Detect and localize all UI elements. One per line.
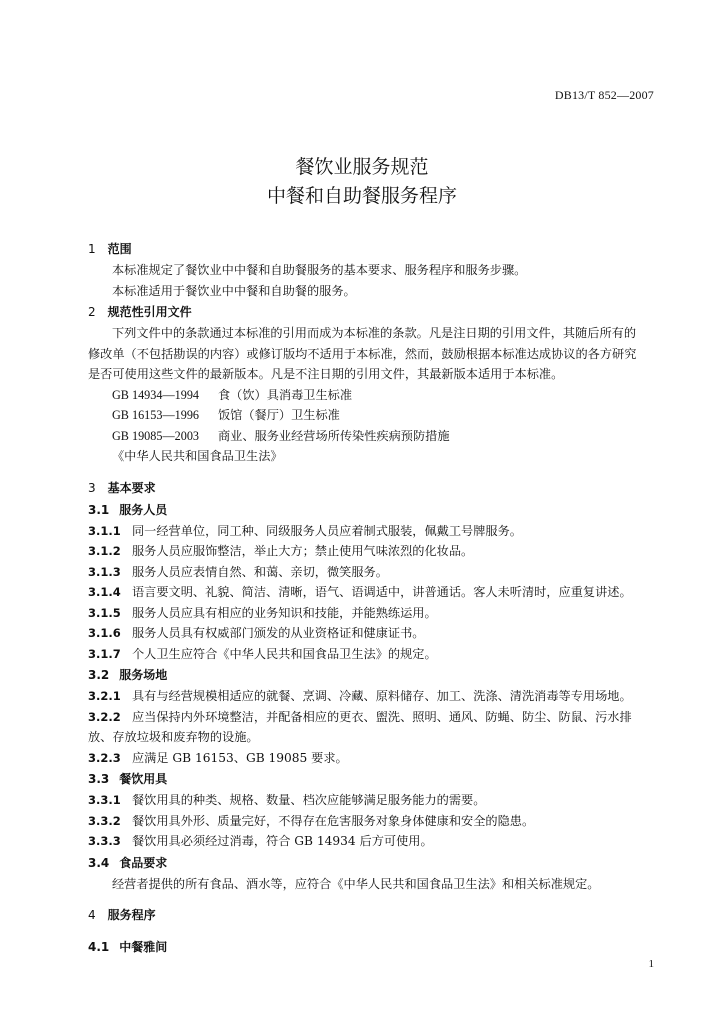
subsection-number: 3.4 xyxy=(88,855,110,870)
clause-item xyxy=(88,707,660,728)
clause-number: 3.2.1 xyxy=(88,689,121,703)
clause-text: 服务人员应具有相应的业务知识和技能，并能熟练运用。 xyxy=(132,605,437,620)
clause-text: 餐饮用具外形、质量完好，不得存在危害服务对象身体健康和安全的隐患。 xyxy=(132,813,535,828)
reference-code: GB 14934—1994 xyxy=(112,387,200,402)
clause-item xyxy=(88,521,660,542)
paragraph: 本标准适用于餐饮业中中餐和自助餐的服务。 xyxy=(112,283,356,298)
section-title: 基本要求 xyxy=(107,480,156,495)
clause-number: 3.1.7 xyxy=(88,646,121,661)
clause-continuation: 放、存放垃圾和废弃物的设施。 xyxy=(88,730,259,744)
clause-text: 服务人员应表情自然、和蔼、亲切，微笑服务。 xyxy=(132,564,388,579)
paragraph: 下列文件中的条款通过本标准的引用而成为本标准的条款。凡是注日期的引用文件，其随后所有的 xyxy=(112,326,637,340)
clause-number: 3.1.2 xyxy=(88,544,121,558)
subsection-title: 餐饮用具 xyxy=(119,772,168,786)
clause-text: 语言要文明、礼貌、简洁、清晰，语气、语调适中，讲普通话。客人未听清时，应重复讲述。 xyxy=(132,585,632,599)
clause-number: 3.3.3 xyxy=(88,834,121,848)
reference-item xyxy=(88,426,660,447)
reference-code: GB 16153—1996 xyxy=(112,408,200,422)
section-number: 2 xyxy=(88,305,96,319)
subsection-number: 3.3 xyxy=(88,772,110,786)
subsection-title: 服务人员 xyxy=(119,502,168,517)
clause-text: 餐饮用具必须经过消毒，符合 GB 14934 后方可使用。 xyxy=(132,834,433,848)
clause-number: 3.3.1 xyxy=(88,793,121,807)
clause-number: 3.1.5 xyxy=(88,605,121,620)
clause-item xyxy=(88,811,660,832)
subsection-title: 服务场地 xyxy=(119,668,168,682)
section-title: 规范性引用文件 xyxy=(107,305,192,319)
standard-code: DB13/T 852—2007 xyxy=(554,88,654,102)
clause-text: 服务人员具有权威部门颁发的从业资格证和健康证书。 xyxy=(132,626,425,640)
section-number: 1 xyxy=(88,242,96,256)
page-number: 1 xyxy=(648,958,654,970)
clause-text: 应满足 GB 16153、GB 19085 要求。 xyxy=(132,750,348,765)
clause-text: 个人卫生应符合《中华人民共和国食品卫生法》的规定。 xyxy=(132,646,437,661)
clause-text: 同一经营单位，同工种、同级服务人员应着制式服装，佩戴工号牌服务。 xyxy=(132,523,522,538)
subsection-heading-3-1 xyxy=(88,499,660,521)
clause-text: 应当保持内外环境整洁，并配备相应的更衣、盥洗、照明、通风、防蝇、防尘、防鼠、污水排 xyxy=(132,709,632,724)
clause-item xyxy=(88,831,660,852)
subsection-heading-3-3 xyxy=(88,768,660,790)
reference-title: 饭馆（餐厅）卫生标准 xyxy=(218,408,340,422)
subsection-heading-3-2 xyxy=(88,664,660,686)
document-title-line1: 餐饮业服务规范 xyxy=(295,156,429,178)
clause-text: 具有与经营规模相适应的就餐、烹调、冷藏、原料储存、加工、洗涤、清洗消毒等专用场地。 xyxy=(132,689,632,703)
section-number: 3 xyxy=(88,480,96,495)
section-number: 4 xyxy=(88,908,96,922)
clause-item xyxy=(88,603,660,624)
section-heading-4 xyxy=(88,904,660,926)
clause-number: 3.1.4 xyxy=(88,585,121,599)
clause-item xyxy=(88,748,660,769)
clause-item xyxy=(88,541,660,562)
subsection-title: 食品要求 xyxy=(119,855,168,870)
section-heading-3 xyxy=(88,477,660,499)
clause-text: 服务人员应服饰整洁，举止大方；禁止使用气味浓烈的化妆品。 xyxy=(132,544,474,558)
subsection-heading-3-4 xyxy=(88,852,660,874)
clause-item xyxy=(88,582,660,603)
reference-law: 《中华人民共和国食品卫生法》 xyxy=(112,449,283,463)
subsection-number: 3.1 xyxy=(88,502,110,517)
clause-number: 3.1.3 xyxy=(88,564,121,579)
clause-number: 3.1.6 xyxy=(88,626,121,640)
clause-item xyxy=(88,686,660,707)
reference-title: 食（饮）具消毒卫生标准 xyxy=(218,387,353,402)
spacer xyxy=(88,467,660,477)
subsection-number: 4.1 xyxy=(88,940,110,954)
paragraph: 是否可使用这些文件的最新版本。凡是不注日期的引用文件，其最新版本适用于本标准。 xyxy=(88,367,564,381)
clause-item xyxy=(88,644,660,665)
section-title: 范围 xyxy=(107,242,132,256)
clause-text: 餐饮用具的种类、规格、数量、档次应能够满足服务能力的需要。 xyxy=(132,793,486,807)
subsection-heading-4-1 xyxy=(88,936,660,958)
subsection-title: 中餐雅间 xyxy=(119,940,168,954)
reference-item xyxy=(88,405,660,426)
clause-item xyxy=(88,623,660,644)
clause-item xyxy=(88,790,660,811)
paragraph: 经营者提供的所有食品、酒水等，应符合《中华人民共和国食品卫生法》和相关标准规定。 xyxy=(112,876,600,891)
reference-item xyxy=(88,385,660,406)
paragraph: 修改单（不包括勘误的内容）或修订版均不适用于本标准，然而，鼓励根据本标准达成协议的各方研究 xyxy=(88,346,637,361)
subsection-number: 3.2 xyxy=(88,668,110,682)
spacer xyxy=(88,894,660,904)
clause-item xyxy=(88,562,660,583)
reference-code: GB 19085—2003 xyxy=(112,428,200,443)
spacer xyxy=(88,926,660,936)
clause-number: 3.2.2 xyxy=(88,709,121,724)
document-title-line2: 中餐和自助餐服务程序 xyxy=(266,185,457,207)
section-heading-2 xyxy=(88,301,660,323)
clause-number: 3.1.1 xyxy=(88,523,121,538)
clause-number: 3.3.2 xyxy=(88,813,121,828)
paragraph: 本标准规定了餐饮业中中餐和自助餐服务的基本要求、服务程序和服务步骤。 xyxy=(112,263,527,277)
document-body xyxy=(88,238,660,958)
section-heading-1 xyxy=(88,238,660,260)
reference-title: 商业、服务业经营场所传染性疾病预防措施 xyxy=(218,428,450,443)
clause-number: 3.2.3 xyxy=(88,750,121,765)
section-title: 服务程序 xyxy=(107,908,156,922)
